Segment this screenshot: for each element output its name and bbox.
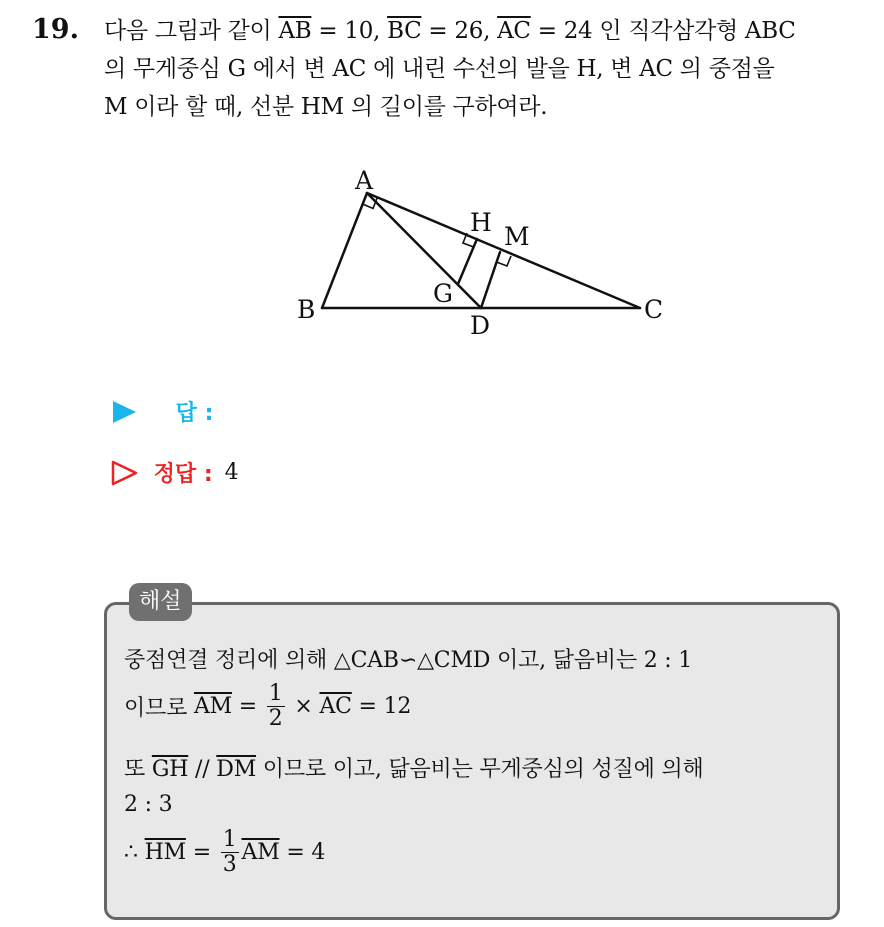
correct-answer-value: 4 <box>224 460 239 485</box>
segment-gh <box>458 239 477 284</box>
solution-line-4: 2 : 3 <box>124 792 173 817</box>
median-ad <box>367 193 481 308</box>
outline-arrow-icon <box>110 460 140 486</box>
label-b: B <box>297 295 316 324</box>
label-c: C <box>644 295 664 324</box>
segment-dm <box>481 252 500 308</box>
side-ab <box>322 193 367 308</box>
fraction-one-third: $\frac{1}{3}$ <box>222 827 237 877</box>
triangle-figure <box>0 0 884 380</box>
question-number: 19. <box>32 14 79 45</box>
solution-line-3: 또 $\overline{GH} // \overline{DM}$ 이므로 이고, 닮음비는 무게중심의 성질에 의해 <box>124 757 704 782</box>
label-g: G <box>433 279 453 308</box>
fraction-one-half: $\frac{1}{2}$ <box>268 681 283 731</box>
answer-label: 답 : <box>175 401 214 426</box>
label-d: D <box>470 311 491 340</box>
label-h: H <box>470 208 492 237</box>
label-m: M <box>504 222 530 251</box>
question-line-1: 다음 그림과 같이 $\overline{AB} = 10$, $\overline{BC} = 26$, $\overline{AC} = 24$ 인 직각삼각형 ABC <box>104 18 796 44</box>
solution-line-5: ∴ $\overline{HM}$ = $\frac{1}{3}$ $\overline{AM} = 4$ <box>124 827 326 877</box>
correct-answer-label: 정답 : <box>153 462 213 487</box>
question-line-3: M 이라 할 때, 선분 HM 의 길이를 구하여라. <box>104 94 548 120</box>
question-line-2: 의 무게중심 G 에서 변 AC 에 내린 수선의 발을 H, 변 AC 의 중점을 <box>104 56 775 82</box>
solution-line-1: 중점연결 정리에 의해 △CAB∽△CMD 이고, 닮음비는 2 : 1 <box>124 648 693 673</box>
solution-tab: 해설 <box>129 583 192 621</box>
solution-line-2: 이므로 $\overline{AM}$ = $\frac{1}{2}$ × $\overline{AC} = 12$ <box>124 681 412 731</box>
correct-answer-row <box>110 457 239 488</box>
answer-row <box>110 396 213 427</box>
play-arrow-icon <box>110 399 140 425</box>
label-a: A <box>355 166 374 195</box>
